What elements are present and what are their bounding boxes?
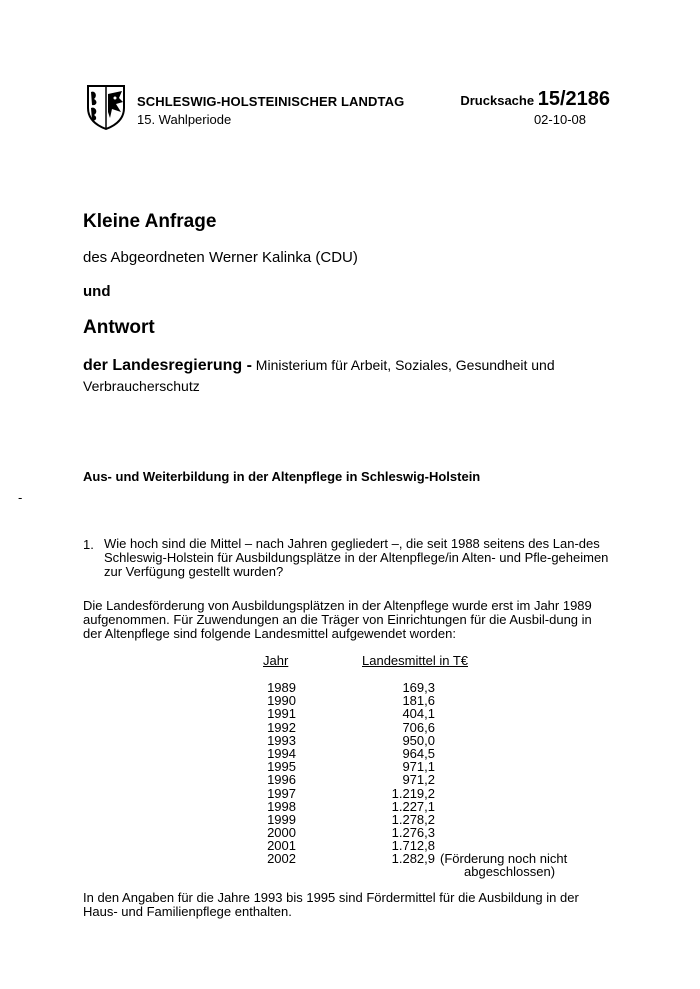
row-note bbox=[440, 852, 567, 878]
row-year: 1989 bbox=[267, 680, 296, 695]
table-row bbox=[0, 800, 700, 813]
row-amount: 1.712,8 bbox=[391, 838, 435, 854]
document-date: 02-10-08 bbox=[533, 112, 586, 127]
table-header-amount: Landesmittel in T€ bbox=[362, 653, 468, 668]
author-line: des Abgeordneten Werner Kalinka (CDU) bbox=[83, 249, 358, 266]
parliament-name: SCHLESWIG-HOLSTEINISCHER LANDTAG bbox=[137, 94, 405, 109]
row-amount: 181,6 bbox=[402, 693, 435, 709]
row-year: 1993 bbox=[267, 732, 296, 748]
row-year: 1992 bbox=[267, 719, 296, 735]
subject-heading: Aus- und Weiterbildung in der Altenpflege in Schleswig-Holstein bbox=[83, 469, 481, 484]
margin-dash: - bbox=[18, 490, 23, 505]
table-row bbox=[0, 734, 700, 747]
question-text: Wie hoch sind die Mittel – nach Jahren gegliedert –, die seit 1988 seitens des Lan-des Schleswig-Holstein für Ausbildungsplätze in der Altenpflege/in Alten- und Pfle-geheimen zur Verfügung gestellt wurden? bbox=[104, 536, 609, 579]
row-year: 1990 bbox=[267, 693, 296, 709]
table-row bbox=[0, 813, 700, 826]
row-amount: 971,1 bbox=[402, 759, 435, 775]
drucksache-label-text: Drucksache bbox=[460, 93, 535, 108]
row-year: 1999 bbox=[267, 811, 296, 827]
drucksache-number: 15/2186 bbox=[537, 88, 610, 110]
row-amount: 1.219,2 bbox=[391, 785, 435, 801]
row-amount: 1.278,2 bbox=[391, 811, 435, 827]
row-amount: 1.227,1 bbox=[391, 798, 435, 814]
table-row bbox=[0, 826, 700, 839]
table-row bbox=[0, 721, 700, 734]
table-row bbox=[0, 773, 700, 786]
row-year: 1998 bbox=[267, 798, 296, 814]
row-year: 1996 bbox=[267, 772, 296, 788]
answering-authority bbox=[83, 355, 583, 396]
table-row bbox=[0, 787, 700, 800]
row-note-line2: abgeschlossen) bbox=[464, 864, 556, 880]
row-amount: 950,0 bbox=[402, 732, 435, 748]
row-amount: 971,2 bbox=[402, 772, 435, 788]
table-row bbox=[0, 681, 700, 694]
coat-of-arms-logo bbox=[86, 84, 126, 130]
row-year: 2002 bbox=[267, 851, 296, 867]
connector-und: und bbox=[83, 283, 111, 300]
row-amount: 404,1 bbox=[402, 706, 435, 722]
table-row bbox=[0, 707, 700, 720]
row-amount: 169,3 bbox=[402, 680, 435, 695]
table-row bbox=[0, 694, 700, 707]
legislative-period: 15. Wahlperiode bbox=[137, 112, 232, 127]
row-amount: 706,6 bbox=[402, 719, 435, 735]
table-row bbox=[0, 760, 700, 773]
document-type-title: Kleine Anfrage bbox=[83, 211, 217, 232]
table-header-year: Jahr bbox=[263, 653, 289, 668]
table-row bbox=[0, 747, 700, 760]
row-amount: 1.282,9 bbox=[391, 851, 435, 867]
row-note-line1: (Förderung noch nicht bbox=[440, 851, 568, 867]
row-year: 1994 bbox=[267, 745, 296, 761]
row-year: 1997 bbox=[267, 785, 296, 801]
table-row bbox=[0, 851, 700, 880]
closing-note: In den Angaben für die Jahre 1993 bis 1995 sind Fördermittel für die Ausbildung in der Haus- und Familienpflege enthalten. bbox=[83, 890, 579, 919]
row-amount: 1.276,3 bbox=[391, 825, 435, 841]
row-year: 1995 bbox=[267, 759, 296, 775]
table-row bbox=[0, 839, 700, 852]
ministry-name: Ministerium für Arbeit, Soziales, Gesundheit und Verbraucherschutz bbox=[83, 357, 555, 394]
answer-intro: Die Landesförderung von Ausbildungsplätzen in der Altenpflege wurde erst im Jahr 1989 aufgenommen. Für Zuwendungen an die Träger von Einrichtungen für die Ausbil-dung in der Altenpflege sind folgende Landesmittel aufgewendet worden: bbox=[83, 598, 592, 641]
row-year: 2000 bbox=[267, 825, 296, 841]
row-year: 1991 bbox=[267, 706, 296, 722]
row-year: 2001 bbox=[267, 838, 296, 854]
answer-title: Antwort bbox=[83, 317, 155, 338]
question-number: 1. bbox=[83, 537, 94, 552]
row-amount: 964,5 bbox=[402, 745, 435, 761]
drucksache-label bbox=[460, 88, 610, 111]
funding-table bbox=[0, 680, 700, 880]
government-label: der Landesregierung - bbox=[83, 357, 252, 374]
